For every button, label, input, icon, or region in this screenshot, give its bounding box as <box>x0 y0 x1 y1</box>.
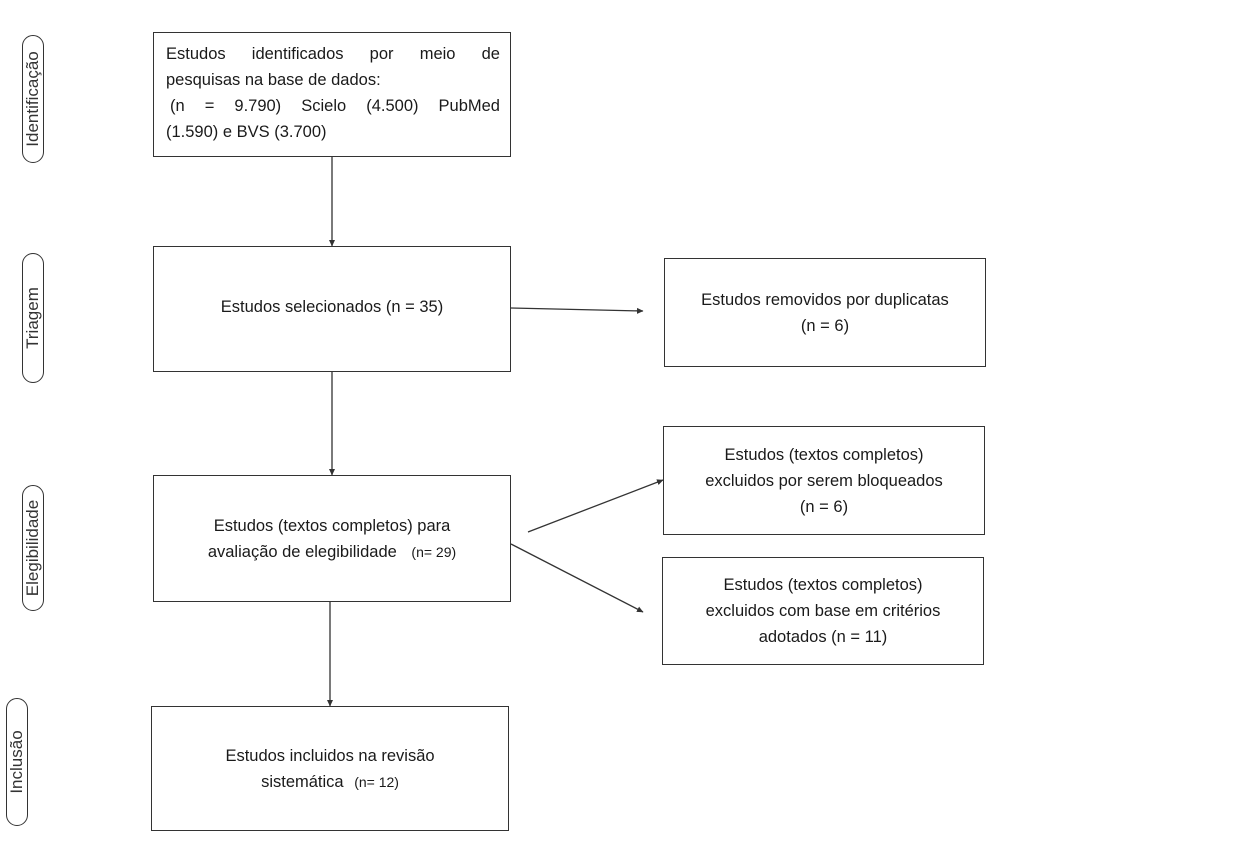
eligibility-line-2 <box>208 539 456 565</box>
blocked-line-3: (n = 6) <box>799 497 849 516</box>
identified-line-1: Estudos identificados por meio de <box>166 45 500 63</box>
duplicates-line-2: (n = 6) <box>800 316 850 335</box>
duplicates-line-1: Estudos removidos por duplicatas <box>701 290 949 309</box>
box-excluded-blocked <box>663 426 985 535</box>
blocked-line-2: excluidos por serem bloqueados <box>705 471 943 490</box>
stage-label-eligibility-text: Elegibilidade <box>23 499 42 597</box>
stage-label-screening-text: Triagem <box>23 287 42 349</box>
identified-line-2: pesquisas na base de dados: <box>166 71 381 89</box>
eligibility-line-2-text: avaliação de elegibilidade <box>207 542 397 561</box>
box-identified-studies <box>153 32 511 157</box>
included-line-2 <box>261 769 399 795</box>
eligibility-count: (n= 29) <box>411 543 457 560</box>
identified-line-4: (1.590) e BVS (3.700) <box>166 123 327 141</box>
stage-label-inclusion-text: Inclusão <box>7 730 26 794</box>
box-removed-duplicates <box>664 258 986 367</box>
blocked-line-1: Estudos (textos completos) <box>724 445 924 464</box>
box-eligibility-assessment <box>153 475 511 602</box>
box-included-studies <box>151 706 509 831</box>
selected-text: Estudos selecionados (n = 35) <box>220 298 444 316</box>
arrow-eligibility-to-criteria <box>511 544 643 612</box>
box-excluded-criteria <box>662 557 984 665</box>
criteria-line-3: adotados (n = 11) <box>758 628 888 646</box>
eligibility-line-1: Estudos (textos completos) para <box>213 516 451 535</box>
included-count: (n= 12) <box>354 773 399 790</box>
criteria-line-2: excluidos com base em critérios <box>705 602 941 620</box>
arrow-selected-to-duplicates <box>511 308 643 311</box>
criteria-line-1: Estudos (textos completos) <box>723 576 923 594</box>
box-selected-studies <box>153 246 511 372</box>
included-line-1: Estudos incluidos na revisão <box>225 746 435 765</box>
stage-label-identification-text: Identificação <box>23 51 42 147</box>
arrow-eligibility-to-blocked <box>528 480 663 532</box>
identified-line-3: (n = 9.790) Scielo (4.500) PubMed <box>170 97 500 115</box>
included-line-2-text: sistemática <box>261 772 344 791</box>
